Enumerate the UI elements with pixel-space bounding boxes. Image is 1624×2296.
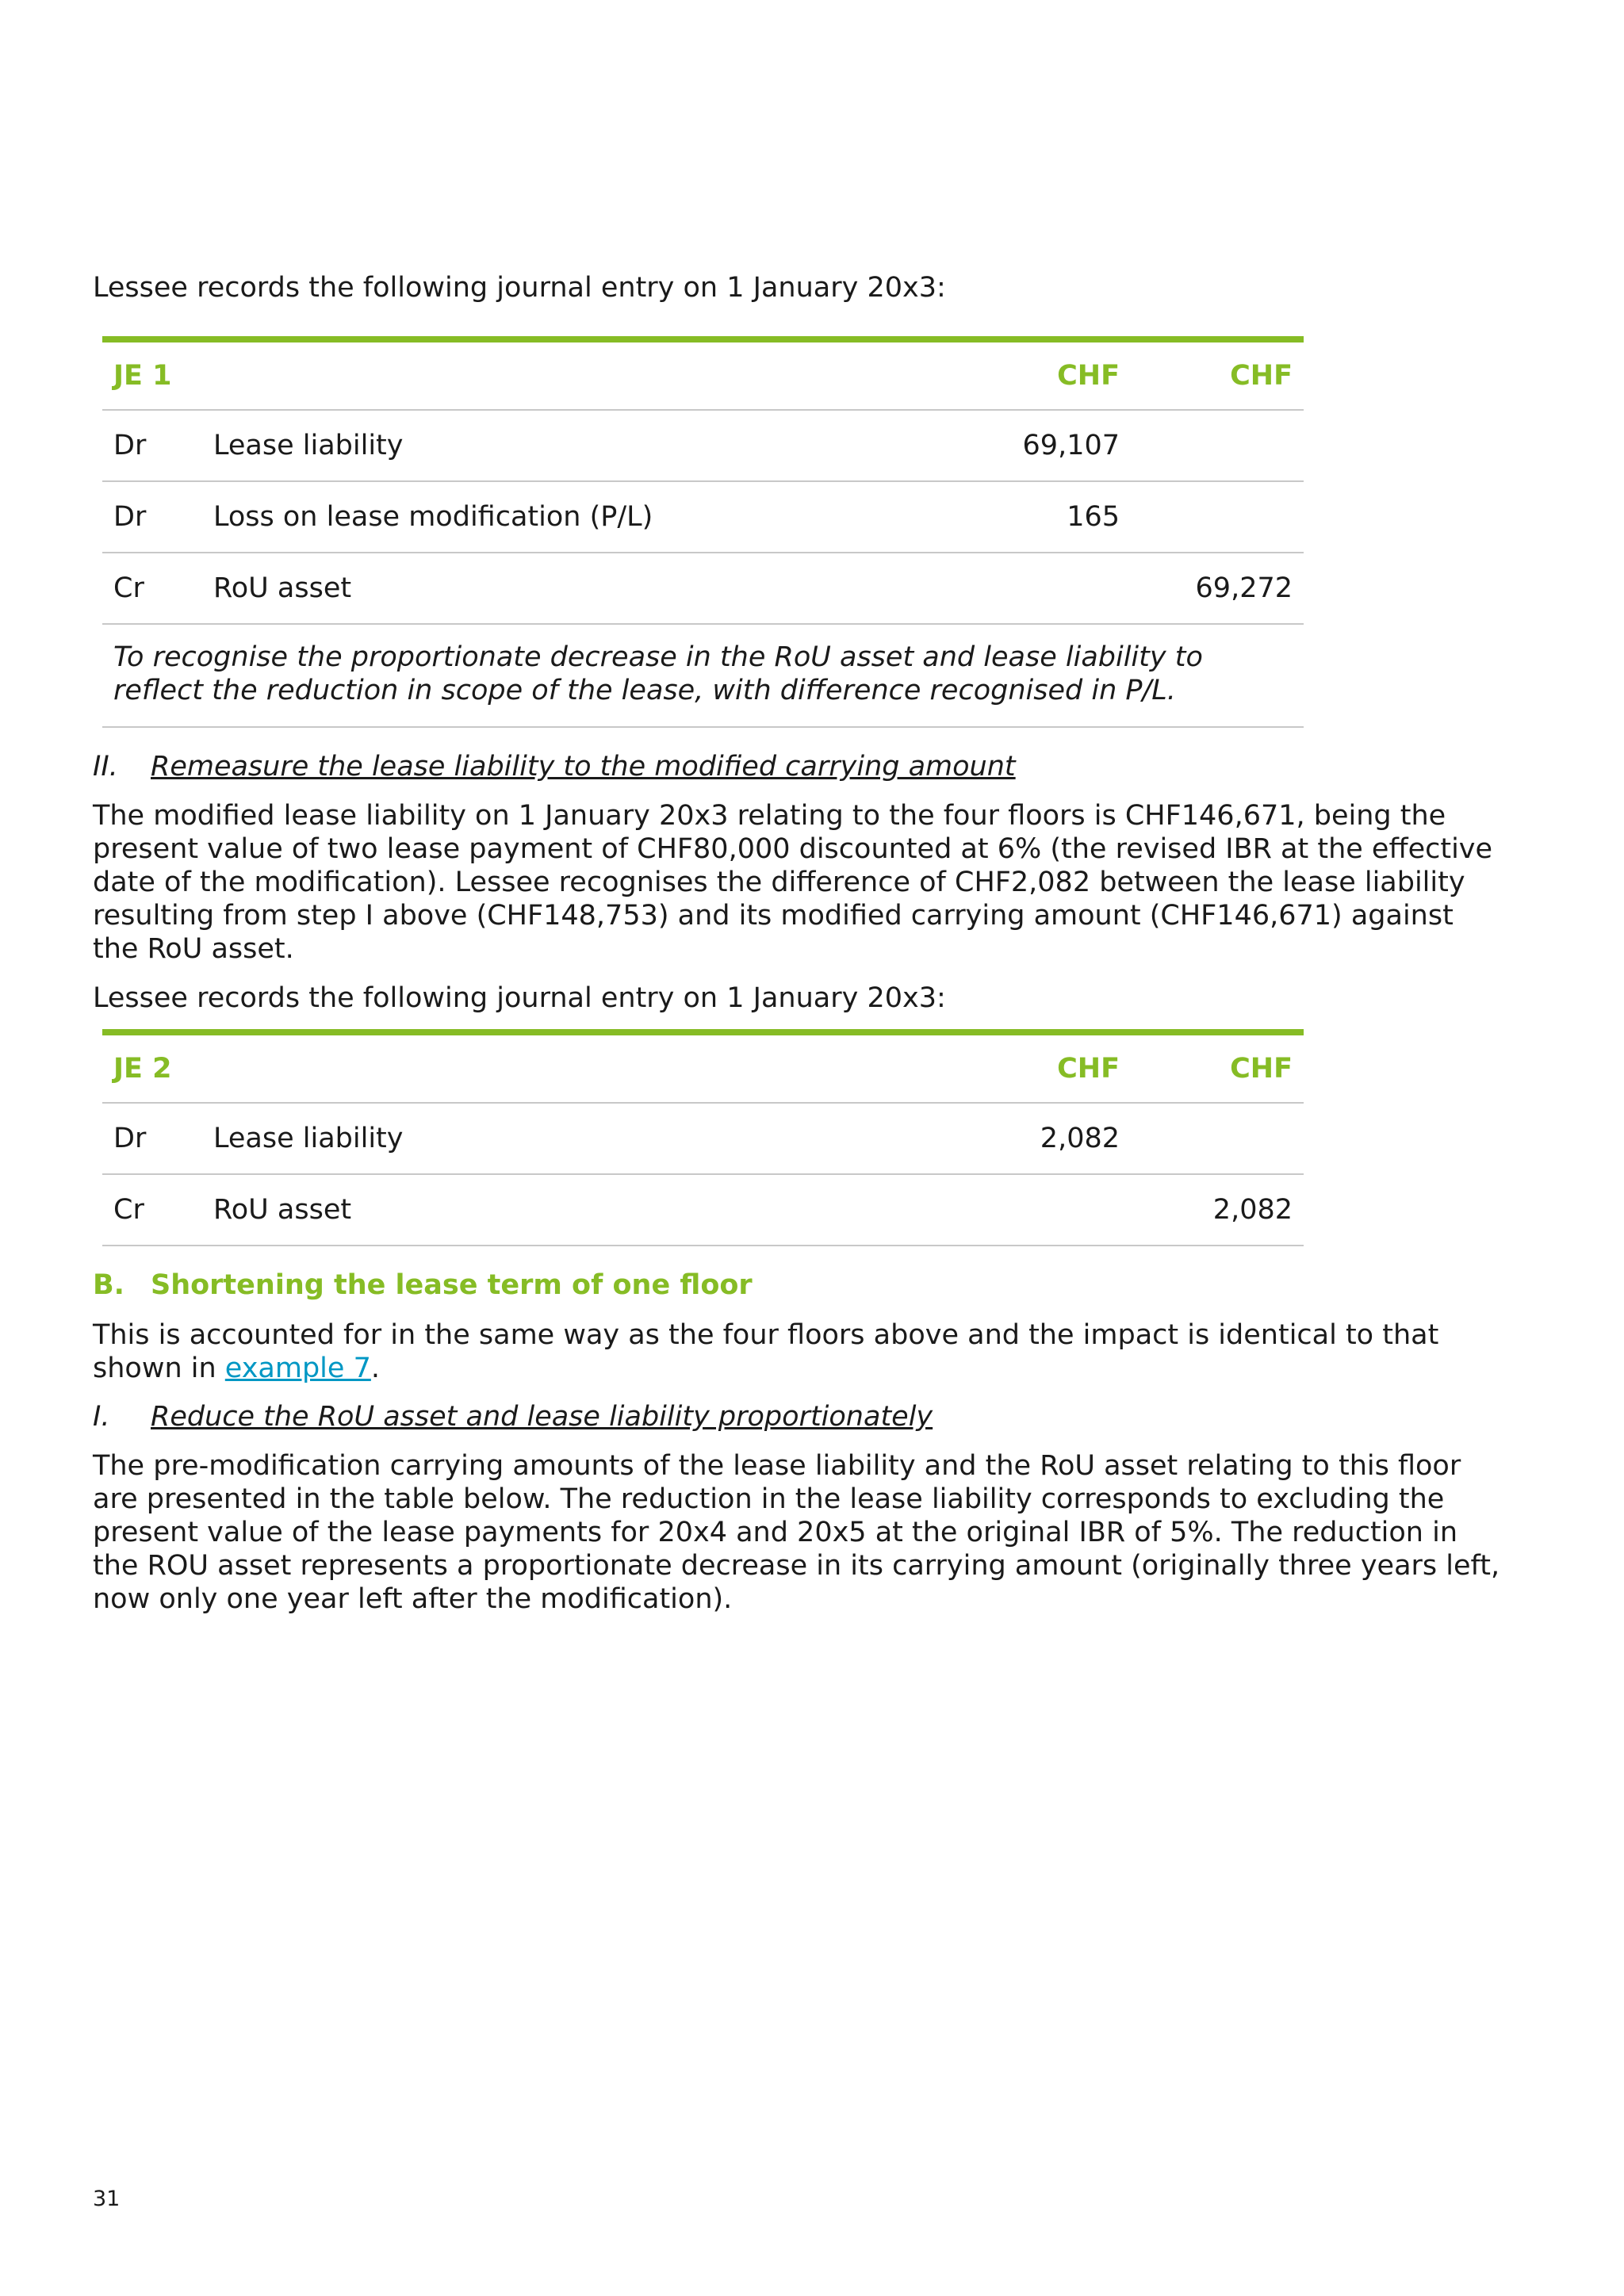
entry-type: Cr xyxy=(102,1174,202,1246)
credit-column-header: CHF xyxy=(1131,339,1304,410)
pre-modification-paragraph: The pre-modification carrying amounts of the lease liability and the RoU asset relating to this floor are presented in the table below. The reduction in the lease liability corresponds to excluding the present value of the lease payments for 20x4 and 20x5 at the original IBR of 5%. The reduction in the ROU asset represents a proportionate decrease in its carrying amount (originally three years left, now only one year left after the modification). xyxy=(93,1450,1500,1615)
credit-amount xyxy=(1131,481,1304,553)
table-header-row xyxy=(102,1032,1304,1103)
debit-amount: 165 xyxy=(958,481,1131,553)
account-name: RoU asset xyxy=(202,553,958,624)
credit-amount xyxy=(1131,410,1304,481)
debit-amount xyxy=(958,553,1131,624)
table-row xyxy=(102,1103,1304,1174)
paragraph-text-end: . xyxy=(370,1353,380,1384)
journal-entry-table-2 xyxy=(102,1029,1304,1246)
step-title: Remeasure the lease liability to the modified carrying amount xyxy=(151,751,1016,783)
section-number: B. xyxy=(93,1269,124,1301)
step-title: Reduce the RoU asset and lease liability proportionately xyxy=(151,1401,933,1433)
example-7-link[interactable]: example 7 xyxy=(224,1353,371,1384)
credit-amount: 2,082 xyxy=(1131,1174,1304,1246)
table-row xyxy=(102,481,1304,553)
paragraph-text: This is accounted for in the same way as the four floors above and the impact is identical to that shown in xyxy=(93,1319,1439,1384)
section-heading-b xyxy=(93,1269,753,1302)
entry-type: Cr xyxy=(102,553,202,624)
je-label: JE 2 xyxy=(102,1032,202,1103)
page-number: 31 xyxy=(93,2187,121,2211)
modified-liability-paragraph: The modified lease liability on 1 January 20x3 relating to the four floors is CHF146,671, being the present value of two lease payment of CHF80,000 discounted at 6% (the revised IBR at the effective date of the modification). Lessee recognises the difference of CHF2,082 between the lease liability resulting from step I above (CHF148,753) and its modified carrying amount (CHF146,671) against the RoU asset. xyxy=(93,800,1493,965)
debit-amount: 69,107 xyxy=(958,410,1131,481)
entry-type: Dr xyxy=(102,481,202,553)
debit-column-header: CHF xyxy=(958,1032,1131,1103)
table-row xyxy=(102,410,1304,481)
step-heading-1 xyxy=(93,1400,933,1433)
header-spacer xyxy=(202,1032,958,1103)
header-spacer xyxy=(202,339,958,410)
intro-paragraph-1: Lessee records the following journal entry on 1 January 20x3: xyxy=(93,272,946,304)
account-name: Loss on lease modification (P/L) xyxy=(202,481,958,553)
step-number: I. xyxy=(93,1401,110,1433)
section-title: Shortening the lease term of one floor xyxy=(151,1269,753,1301)
intro-paragraph-2: Lessee records the following journal entry on 1 January 20x3: xyxy=(93,982,946,1014)
entry-type: Dr xyxy=(102,1103,202,1174)
credit-column-header: CHF xyxy=(1131,1032,1304,1103)
section-b-paragraph xyxy=(93,1318,1504,1385)
credit-amount: 69,272 xyxy=(1131,553,1304,624)
journal-entry-note: To recognise the proportionate decrease in the RoU asset and lease liability to reflect the reduction in scope of the lease, with difference recognised in P/L. xyxy=(102,624,1304,727)
table-row xyxy=(102,553,1304,624)
je-label: JE 1 xyxy=(102,339,202,410)
table-row xyxy=(102,1174,1304,1246)
step-number: II. xyxy=(93,751,118,783)
entry-type: Dr xyxy=(102,410,202,481)
debit-amount xyxy=(958,1174,1131,1246)
debit-column-header: CHF xyxy=(958,339,1131,410)
table-header-row xyxy=(102,339,1304,410)
step-heading-2 xyxy=(93,750,1016,783)
credit-amount xyxy=(1131,1103,1304,1174)
account-name: Lease liability xyxy=(202,1103,958,1174)
debit-amount: 2,082 xyxy=(958,1103,1131,1174)
account-name: RoU asset xyxy=(202,1174,958,1246)
journal-entry-table-1 xyxy=(102,336,1304,728)
account-name: Lease liability xyxy=(202,410,958,481)
table-note-row xyxy=(102,624,1304,727)
